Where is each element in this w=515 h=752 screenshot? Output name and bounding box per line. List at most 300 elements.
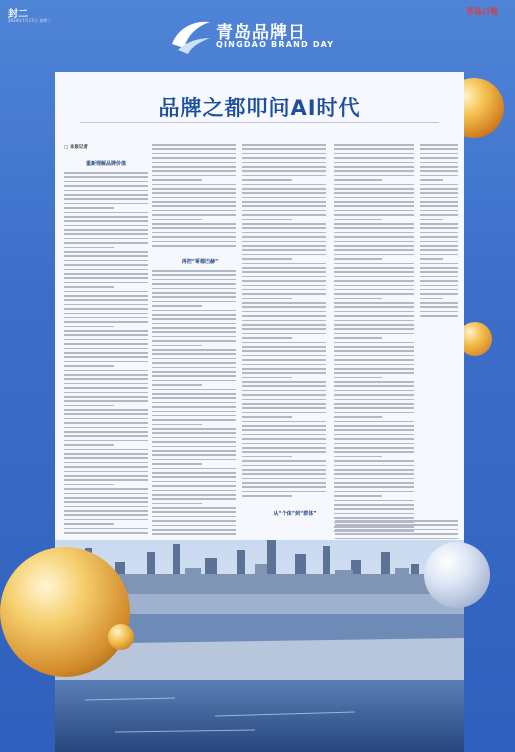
text-line: [152, 367, 236, 369]
text-line: [152, 179, 202, 181]
text-line: [335, 538, 458, 540]
text-line: [152, 380, 236, 382]
text-line: [334, 460, 414, 462]
text-line: [152, 406, 236, 408]
text-line: [334, 517, 414, 519]
text-line: [334, 434, 414, 436]
text-line: [64, 440, 148, 442]
headline-divider: [80, 122, 439, 123]
text-line: [242, 144, 326, 146]
text-line: [242, 157, 326, 159]
text-line: [64, 295, 148, 297]
text-line: [64, 488, 148, 490]
text-line: [152, 236, 236, 238]
text-line: [334, 153, 414, 155]
subhead-1: 重新理解品牌价值: [85, 161, 126, 167]
text-line: [242, 486, 326, 488]
text-line: [242, 148, 326, 150]
text-line: [64, 172, 148, 174]
text-line: [242, 438, 326, 440]
text-line: [242, 324, 326, 326]
text-line: [420, 306, 458, 308]
text-line: [420, 201, 458, 203]
text-line: [152, 314, 236, 316]
logo-english: QINGDAO BRAND DAY: [216, 40, 335, 49]
text-line: [152, 175, 236, 177]
text-line: [420, 293, 458, 295]
text-line: [152, 485, 236, 487]
text-line: [64, 264, 148, 266]
text-line: [420, 263, 458, 265]
text-line: [242, 456, 292, 458]
text-line: [64, 471, 148, 473]
text-line: [242, 175, 326, 177]
text-line: [64, 383, 148, 385]
text-line: [242, 197, 326, 199]
text-line: [242, 355, 326, 357]
text-line: [152, 441, 236, 443]
text-line: [152, 210, 236, 212]
text-line: [64, 352, 148, 354]
text-line: [242, 478, 326, 480]
text-line: [334, 245, 414, 247]
text-line: [152, 283, 236, 285]
text-line: [334, 166, 414, 168]
text-line: [334, 302, 414, 304]
text-line: [64, 286, 114, 288]
text-line: [334, 175, 414, 177]
text-line: [420, 245, 458, 247]
text-line: [152, 184, 236, 186]
text-line: [420, 276, 458, 278]
text-line: [64, 374, 148, 376]
text-line: [334, 407, 414, 409]
text-line: [334, 188, 414, 190]
text-line: [242, 241, 326, 243]
text-line: [152, 371, 236, 373]
text-line: [64, 523, 114, 525]
text-line: [334, 508, 414, 510]
text-line: [242, 201, 326, 203]
text-line: [242, 465, 326, 467]
text-line: [152, 411, 236, 413]
text-line: [242, 205, 326, 207]
text-line: [242, 346, 326, 348]
text-line: [64, 247, 114, 249]
text-line: [64, 418, 148, 420]
text-line: [152, 227, 236, 229]
text-line: [64, 242, 148, 244]
text-line: [242, 263, 326, 265]
text-line: [335, 529, 458, 531]
text-line: [64, 484, 114, 486]
text-line: [242, 372, 326, 374]
logo-chinese: 青岛品牌日: [216, 23, 306, 43]
text-line: [420, 197, 458, 199]
text-line: [64, 260, 148, 262]
text-line: [334, 469, 414, 471]
text-line: [334, 219, 382, 221]
text-line: [152, 197, 236, 199]
text-line: [420, 267, 458, 269]
gold-sphere-decoration: [0, 547, 130, 677]
text-line: [334, 324, 414, 326]
text-line: [152, 389, 236, 391]
text-line: [152, 516, 236, 518]
text-line: [152, 270, 236, 272]
text-line: [242, 170, 326, 172]
text-line: [242, 491, 326, 493]
text-line: [334, 346, 414, 348]
text-line: [64, 277, 148, 279]
text-line: [152, 424, 202, 426]
text-line: [64, 422, 148, 424]
text-line: [334, 465, 414, 467]
text-line: [152, 166, 236, 168]
text-line: [242, 368, 326, 370]
body-column-5: [420, 144, 458, 320]
text-line: [334, 355, 414, 357]
text-line: [420, 241, 458, 243]
text-line: [242, 223, 326, 225]
text-line: [334, 201, 414, 203]
body-column-4: [334, 144, 414, 540]
text-line: [242, 425, 326, 427]
text-line: [152, 349, 236, 351]
text-line: [152, 450, 236, 452]
text-line: [152, 345, 202, 347]
text-line: [420, 311, 458, 313]
text-line: [420, 280, 458, 282]
text-line: [334, 258, 382, 260]
text-line: [64, 370, 148, 372]
text-line: [242, 412, 326, 414]
text-line: [242, 434, 326, 436]
brand-day-logo: [168, 14, 358, 58]
text-line: [334, 416, 382, 418]
text-line: [64, 493, 148, 495]
text-line: [334, 394, 414, 396]
text-line: [64, 449, 148, 451]
text-line: [152, 397, 236, 399]
text-line: [420, 162, 458, 164]
text-line: [334, 438, 414, 440]
text-line: [242, 306, 326, 308]
text-line: [64, 453, 148, 455]
text-line: [64, 387, 148, 389]
text-line: [64, 392, 148, 394]
text-line: [242, 473, 326, 475]
text-line: [242, 495, 292, 497]
subhead-3: 从“个体”到“群体”: [273, 511, 317, 517]
text-line: [335, 520, 458, 522]
text-line: [242, 232, 326, 234]
text-line: [152, 503, 202, 505]
text-line: [334, 390, 414, 392]
brand-stamp: 青島日報: [466, 6, 498, 16]
text-line: [242, 258, 292, 260]
text-line: [64, 198, 148, 200]
text-line: [152, 402, 236, 404]
text-line: [242, 188, 326, 190]
text-line: [334, 337, 382, 339]
text-line: [64, 409, 148, 411]
swoosh-icon: [168, 14, 212, 58]
text-line: [152, 362, 236, 364]
text-line: [152, 520, 236, 522]
text-line: [335, 533, 458, 535]
text-line: [334, 372, 414, 374]
text-line: [334, 425, 414, 427]
text-line: [152, 472, 236, 474]
text-line: [334, 179, 382, 181]
text-line: [334, 333, 414, 335]
gold-sphere-decoration: [108, 624, 134, 650]
text-line: [64, 343, 148, 345]
text-line: [242, 285, 326, 287]
text-line: [420, 157, 458, 159]
body-column-3: [242, 144, 326, 504]
text-line: [334, 285, 414, 287]
text-line: [64, 396, 148, 398]
text-line: [242, 254, 326, 256]
text-line: [334, 197, 414, 199]
text-line: [334, 184, 414, 186]
text-line: [334, 205, 414, 207]
text-line: [152, 148, 236, 150]
text-line: [242, 443, 326, 445]
text-line: [152, 415, 236, 417]
text-line: [334, 170, 414, 172]
text-line: [334, 447, 414, 449]
text-line: [420, 153, 458, 155]
text-line: [64, 378, 148, 380]
text-line: [152, 331, 236, 333]
text-line: [152, 446, 236, 448]
text-line: [420, 315, 458, 317]
text-line: [334, 236, 414, 238]
text-line: [152, 375, 236, 377]
text-line: [152, 476, 236, 478]
text-line: [420, 175, 458, 177]
text-line: [242, 429, 326, 431]
text-line: [420, 214, 458, 216]
text-line: [64, 220, 148, 222]
text-line: [64, 255, 148, 257]
text-line: [152, 223, 236, 225]
text-line: [420, 179, 443, 181]
text-line: [64, 269, 148, 271]
text-line: [242, 421, 326, 423]
text-line: [242, 460, 326, 462]
text-line: [242, 210, 326, 212]
text-line: [420, 205, 458, 207]
text-line: [152, 533, 236, 535]
text-line: [152, 419, 236, 421]
text-line: [64, 313, 148, 315]
text-line: [242, 179, 292, 181]
text-line: [420, 298, 443, 300]
text-line: [152, 507, 236, 509]
text-line: [334, 328, 414, 330]
text-line: [64, 431, 148, 433]
text-line: [242, 320, 326, 322]
text-line: [242, 276, 326, 278]
text-line: [64, 514, 148, 516]
text-line: [242, 271, 326, 273]
text-line: [420, 289, 458, 291]
text-line: [64, 405, 114, 407]
text-line: [152, 336, 236, 338]
text-line: [64, 532, 148, 534]
text-line: [64, 273, 148, 275]
text-line: [334, 482, 414, 484]
text-line: [334, 157, 414, 159]
text-line: [242, 381, 326, 383]
text-line: [152, 305, 202, 307]
text-line: [64, 176, 148, 178]
text-line: [334, 306, 414, 308]
text-line: [64, 400, 148, 402]
text-line: [334, 412, 414, 414]
text-line: [242, 315, 326, 317]
text-line: [334, 486, 414, 488]
text-line: [420, 166, 458, 168]
text-line: [420, 144, 458, 146]
text-line: [242, 249, 326, 251]
text-line: [334, 429, 414, 431]
text-line: [64, 251, 148, 253]
text-line: [152, 393, 236, 395]
text-line: [152, 358, 236, 360]
text-line: [152, 157, 236, 159]
text-line: [334, 192, 414, 194]
text-line: [152, 245, 236, 247]
text-line: [242, 385, 326, 387]
text-line: [420, 210, 458, 212]
text-line: [152, 219, 202, 221]
text-line: [242, 407, 326, 409]
text-line: [334, 403, 414, 405]
text-line: [152, 201, 236, 203]
text-line: [420, 271, 458, 273]
text-line: [64, 427, 148, 429]
text-line: [334, 377, 382, 379]
text-line: [334, 241, 414, 243]
text-line: [242, 236, 326, 238]
byline: □ 本报记者: [64, 145, 88, 150]
text-line: [334, 456, 382, 458]
text-line: [334, 320, 414, 322]
text-line: [242, 399, 326, 401]
text-line: [64, 348, 148, 350]
text-line: [152, 327, 236, 329]
text-line: [334, 364, 414, 366]
text-line: [242, 328, 326, 330]
body-column-6: [335, 520, 458, 542]
text-line: [242, 293, 326, 295]
text-line: [334, 399, 414, 401]
text-line: [64, 194, 148, 196]
text-line: [64, 185, 148, 187]
text-line: [334, 293, 414, 295]
text-line: [64, 479, 148, 481]
text-line: [152, 279, 236, 281]
text-line: [64, 506, 148, 508]
text-line: [64, 181, 148, 183]
text-line: [242, 333, 326, 335]
text-line: [64, 212, 148, 214]
text-line: [152, 310, 236, 312]
text-line: [242, 298, 292, 300]
text-line: [242, 342, 326, 344]
text-line: [152, 384, 202, 386]
text-line: [334, 385, 414, 387]
text-line: [64, 365, 114, 367]
text-line: [64, 308, 148, 310]
text-line: [64, 238, 148, 240]
text-line: [64, 321, 148, 323]
text-line: [152, 459, 236, 461]
text-line: [64, 282, 148, 284]
text-line: [64, 466, 148, 468]
text-line: [334, 311, 414, 313]
text-line: [420, 285, 458, 287]
text-line: [64, 326, 114, 328]
text-line: [152, 232, 236, 234]
text-line: [152, 468, 236, 470]
text-line: [242, 192, 326, 194]
subhead-2: 再把“哥德巴赫”: [181, 259, 219, 265]
text-line: [242, 403, 326, 405]
text-line: [152, 428, 236, 430]
text-line: [334, 443, 414, 445]
text-line: [334, 513, 414, 515]
text-line: [242, 337, 292, 339]
text-line: [152, 498, 236, 500]
text-line: [420, 184, 458, 186]
dateline: 2024年7月17日 星期三: [8, 18, 52, 23]
text-line: [334, 144, 414, 146]
text-line: [64, 203, 148, 205]
text-line: [64, 339, 148, 341]
text-line: [64, 216, 148, 218]
text-line: [242, 267, 326, 269]
text-line: [242, 451, 326, 453]
text-line: [152, 170, 236, 172]
text-line: [420, 223, 458, 225]
text-line: [64, 291, 148, 293]
text-line: [152, 525, 236, 527]
text-line: [64, 519, 148, 521]
text-line: [242, 153, 326, 155]
text-line: [242, 280, 326, 282]
text-line: [152, 511, 236, 513]
text-line: [242, 302, 326, 304]
body-column-2b: [152, 270, 236, 540]
text-line: [64, 462, 148, 464]
text-line: [64, 330, 148, 332]
text-line: [152, 353, 236, 355]
text-line: [64, 497, 148, 499]
text-line: [334, 223, 414, 225]
text-line: [334, 478, 414, 480]
text-line: [334, 298, 382, 300]
text-line: [152, 454, 236, 456]
text-line: [334, 227, 414, 229]
silver-sphere-decoration: [424, 542, 490, 608]
text-line: [242, 416, 292, 418]
